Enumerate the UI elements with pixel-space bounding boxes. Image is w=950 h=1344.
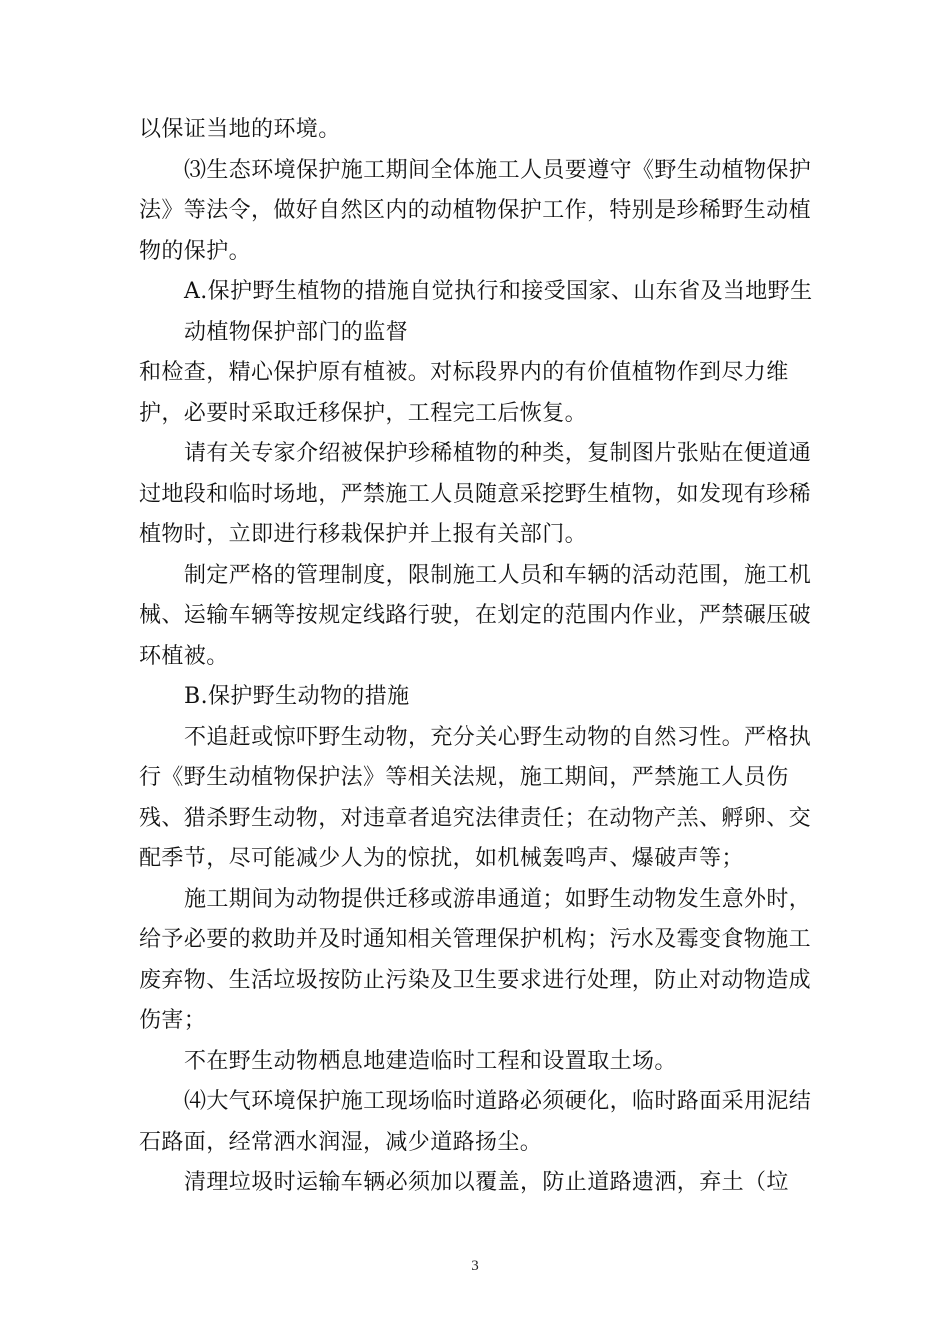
paragraph: B.保护野生动物的措施 [184,684,410,709]
paragraph: 施工期间为动物提供迁移或游串通道；如野生动物发生意外时， [184,886,812,912]
paragraph: 制定严格的管理制度，限制施工人员和车辆的活动范围，施工机械、运输车辆等按规定线路行驶，在划定的范围内作业，严禁碾压破环植被。 [139,562,812,669]
page-number: 3 [471,1258,479,1274]
paragraph: ⑷大气环境保护施工现场临时道路必须硬化，临时路面采用泥结石路面，经常洒水润湿，减少道路扬尘。 [139,1089,812,1155]
paragraph: 以保证当地的环境。 [139,117,341,142]
document-body [139,110,829,1204]
paragraph: 和检查，精心保护原有植被。对标段界内的有价值植物作到尽力维护，必要时采取迁移保护，工程完工后恢复。 [139,360,789,426]
paragraph: 请有关专家介绍被保护珍稀植物的种类，复制图片张贴在便道通过地段和临时场地，严禁施工人员随意采挖野生植物，如发现有珍稀植物时，立即进行移栽保护并上报有关部门。 [139,441,812,547]
paragraph: 给予必要的救助并及时通知相关管理保护机构；污水及霉变食物施工废弃物、生活垃圾按防止污染及卫生要求进行处理，防止对动物造成伤害； [139,927,812,1033]
paragraph: 不追赶或惊吓野生动物，充分关心野生动物的自然习性。严格执行《野生动植物保护法》等相关法规，施工期间，严禁施工人员伤残、猎杀野生动物，对违章者追究法律责任；在动物产羔、孵卵、交配季节，尽可能减少人为的惊扰，如机械轰鸣声、爆破声等； [139,724,812,871]
paragraph: A.保护野生植物的措施自觉执行和接受国家、山东省及当地野生动植物保护部门的监督 [184,279,813,345]
paragraph: 不在野生动物栖息地建造临时工程和设置取土场。 [184,1048,677,1074]
paragraph: 清理垃圾时运输车辆必须加以覆盖，防止道路遗洒，弃土（垃 [184,1170,789,1195]
paragraph: ⑶生态环境保护施工期间全体施工人员要遵守《野生动植物保护法》等法令，做好自然区内的动植物保护工作，特别是珍稀野生动植物的保护。 [139,157,812,264]
